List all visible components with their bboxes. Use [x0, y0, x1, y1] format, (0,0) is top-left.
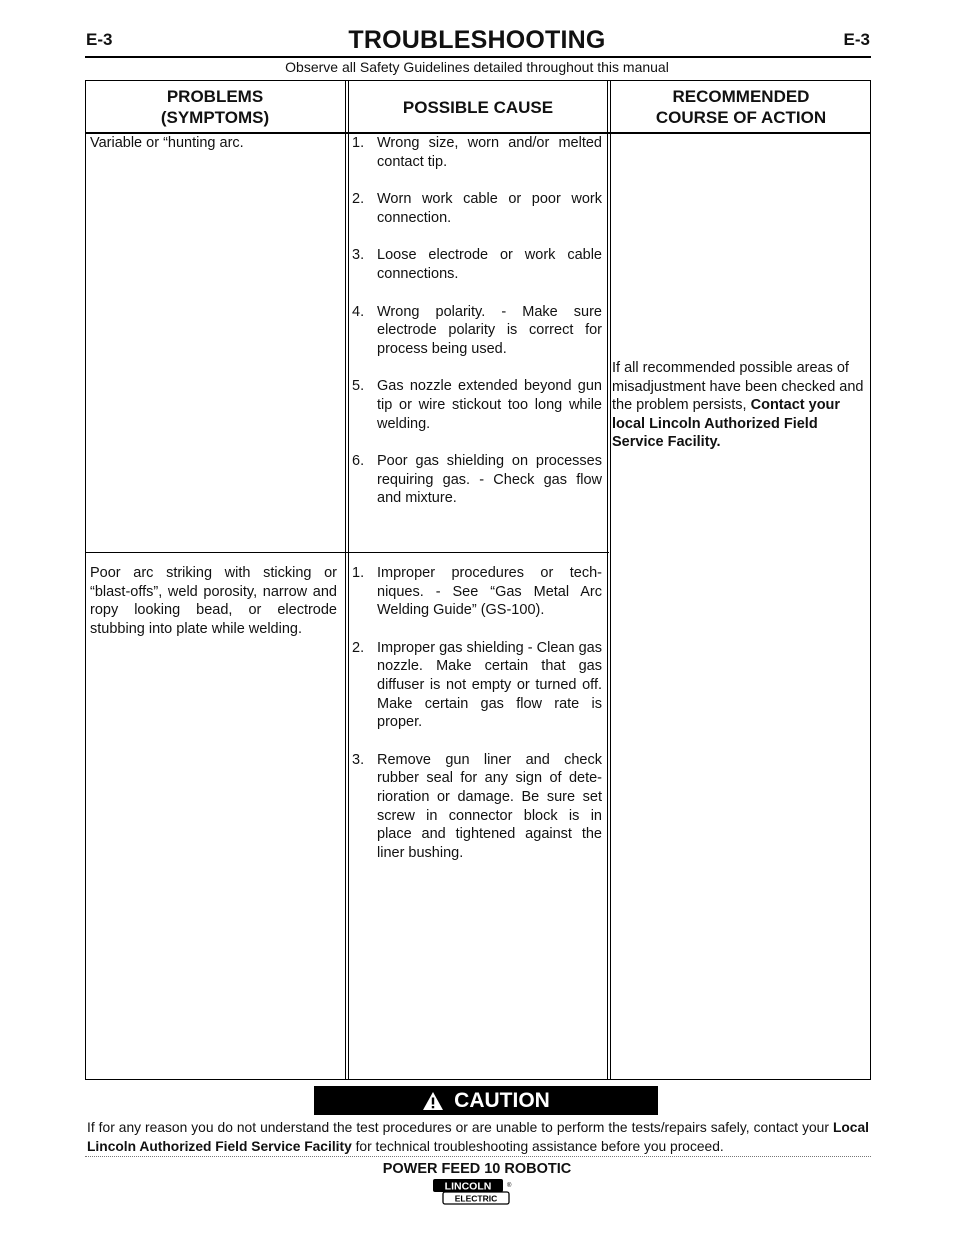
table-border-left	[85, 80, 86, 1080]
safety-note: Observe all Safety Guidelines detailed throughout this manual	[285, 59, 669, 75]
troubleshooting-table	[85, 80, 871, 1080]
page-code-left: E-3	[86, 30, 113, 49]
lincoln-electric-logo	[432, 1178, 512, 1208]
cause-item	[352, 134, 602, 171]
header-possible-cause	[349, 80, 607, 134]
cause-cell	[352, 564, 602, 881]
cause-number: 2.	[352, 639, 365, 656]
page-title: TROUBLESHOOTING	[348, 26, 606, 54]
cause-number: 4.	[352, 303, 365, 320]
column-divider	[610, 80, 611, 1080]
caution-text-bold: Local Lincoln Authorized Field Service Facility	[87, 1120, 869, 1154]
header-line: PROBLEMS	[166, 87, 264, 106]
cause-text: Wrong polarity. - Make sure electrode polarity is correct for process being used.	[377, 303, 602, 357]
action-text: If all recommended possible areas of misadjustment have been checked and the problem persists,	[612, 360, 864, 414]
cause-number: 3.	[352, 751, 365, 768]
page-code-right: E-3	[843, 30, 870, 49]
problem-cell: Variable or “hunting arc.	[90, 135, 244, 151]
header-line: RECOMMENDED	[672, 87, 810, 106]
caution-banner	[314, 1086, 658, 1115]
column-divider	[345, 80, 346, 1080]
caution-text-start: If for any reason you do not understand the test procedures or are unable to perform the tests/repairs safely, contact your	[87, 1120, 833, 1135]
warning-triangle-icon	[422, 1091, 444, 1111]
cause-item	[352, 190, 602, 227]
table-border-bottom	[85, 1079, 871, 1080]
cause-text: Improper procedures or tech-niques. - See “Gas Metal Arc Welding Guide” (GS-100).	[377, 565, 602, 619]
column-divider	[348, 80, 349, 1080]
registered-mark: ®	[507, 1183, 512, 1189]
title-divider	[85, 56, 871, 58]
cause-item	[352, 564, 602, 620]
cause-text: Gas nozzle extended beyond gun tip or wire stickout too long while welding.	[377, 378, 602, 432]
caution-text-end: for technical troubleshooting assistance before you proceed.	[351, 1139, 724, 1154]
header-line: (SYMPTOMS)	[160, 108, 270, 127]
header-course-of-action	[611, 80, 871, 134]
cause-item	[352, 751, 602, 863]
recommended-action	[612, 359, 870, 452]
header-line: POSSIBLE CAUSE	[402, 97, 554, 117]
cause-item	[352, 377, 602, 433]
header-problems	[85, 80, 345, 134]
problem-cell: Poor arc striking with sticking or “blast-offs”, weld porosity, narrow and ropy looking bead, or electrode stubbing into plate while welding.	[90, 565, 337, 637]
cause-item	[352, 303, 602, 359]
header-line: COURSE OF ACTION	[655, 108, 827, 127]
cause-number: 3.	[352, 247, 365, 264]
cause-item	[352, 246, 602, 283]
cause-number: 1.	[352, 135, 365, 151]
logo-top-text: LINCOLN	[444, 1180, 492, 1193]
cause-item	[352, 639, 602, 732]
row-divider	[85, 552, 609, 553]
action-emphasis: Contact your local Lincoln Authorized Field Service Facility.	[612, 397, 841, 451]
cause-text: Poor gas shielding on processes requiring gas. - Check gas flow and mixture.	[377, 453, 602, 507]
cause-number: 6.	[352, 453, 365, 470]
caution-label: CAUTION	[454, 1088, 550, 1112]
cause-number: 5.	[352, 378, 365, 395]
cause-text: Remove gun liner and check rubber seal for any sign of dete-rioration or damage. Be sure set screw in connector block is in place and tightened against the liner bushing.	[377, 751, 602, 861]
logo-bottom-text: ELECTRIC	[454, 1193, 498, 1204]
caution-text	[87, 1118, 869, 1156]
cause-number: 2.	[352, 191, 365, 208]
cause-text: Improper gas shielding - Clean gas nozzle. Make certain that gas diffuser is not empty or turned off. Make certain gas flow rate is proper.	[377, 639, 602, 731]
table-border-right	[870, 80, 871, 1080]
cause-text: Worn work cable or poor work connection.	[377, 191, 602, 226]
footer-divider	[85, 1156, 871, 1157]
cause-number: 1.	[352, 565, 365, 581]
product-name: POWER FEED 10 ROBOTIC	[382, 1161, 572, 1177]
cause-text: Wrong size, worn and/or melted contact tip.	[377, 135, 602, 170]
cause-text: Loose electrode or work cable connections.	[377, 247, 602, 282]
column-divider	[607, 80, 608, 1080]
cause-cell	[352, 134, 602, 527]
cause-item	[352, 452, 602, 508]
